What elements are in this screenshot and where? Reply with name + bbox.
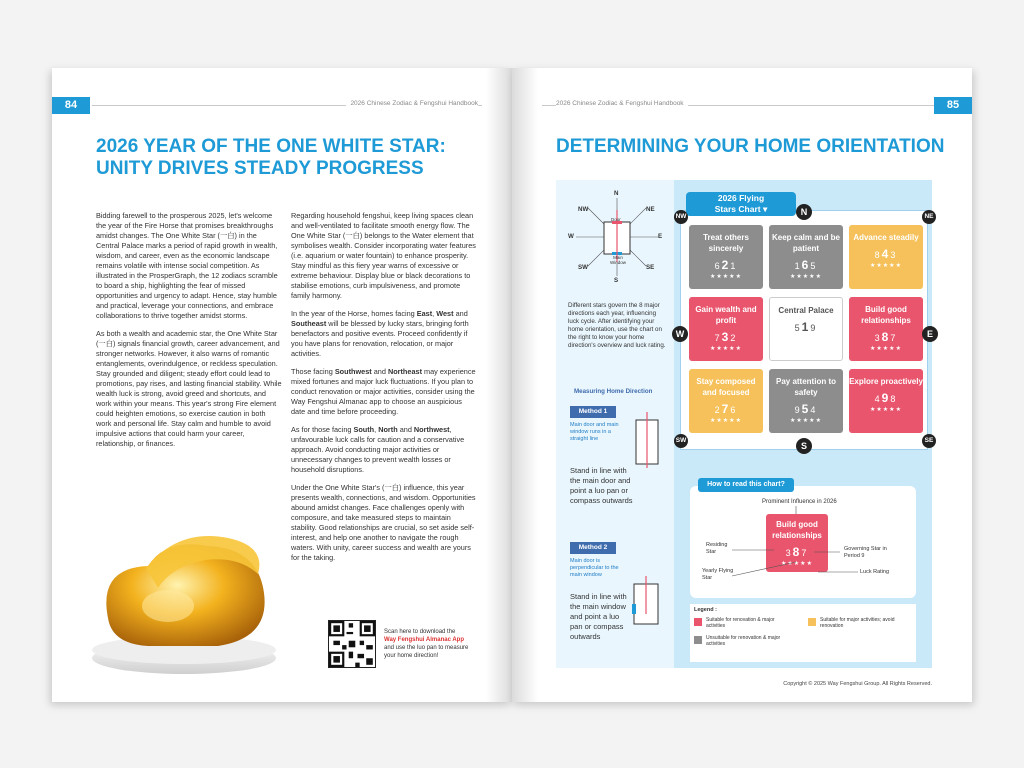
flying-star-cell bbox=[849, 297, 923, 361]
luck-rating-stars: ★★★★★ bbox=[781, 561, 813, 567]
qr-code-icon bbox=[329, 621, 375, 667]
governing-star: 5 bbox=[810, 261, 818, 271]
running-head-left: 2026 Chinese Zodiac & Fengshui Handbook bbox=[346, 100, 478, 107]
cell-numbers bbox=[769, 258, 843, 272]
chart-title-line: Stars Chart ▾ bbox=[714, 204, 768, 214]
scan-app-name[interactable]: Way Fengshui Almanac App bbox=[384, 637, 465, 643]
residing-star: 3 bbox=[874, 333, 882, 343]
cell-luck-stars: ★★★★★ bbox=[790, 274, 822, 280]
gold-ornament-image bbox=[88, 498, 288, 678]
residing-star: 5 bbox=[794, 323, 802, 333]
governing-star: 3 bbox=[890, 250, 898, 260]
cell-numbers bbox=[689, 402, 763, 416]
cell-luck-stars: ★★★★★ bbox=[790, 418, 822, 424]
paragraph bbox=[291, 309, 477, 359]
direction-n-badge: N bbox=[796, 204, 812, 220]
governing-star: 6 bbox=[730, 405, 738, 415]
compass-s-label: S bbox=[614, 277, 619, 284]
legend-red-text: Suitable for renovation & major activities bbox=[706, 617, 775, 629]
direction-e-badge: E bbox=[922, 326, 938, 342]
cell-luck-stars: ★★★★★ bbox=[710, 418, 742, 424]
governing-star: 8 bbox=[890, 394, 898, 404]
legend-red-swatch bbox=[694, 618, 702, 626]
cell-numbers bbox=[769, 402, 843, 416]
residing-star: 1 bbox=[794, 261, 802, 271]
text: Those facing bbox=[291, 367, 335, 376]
direction-sw-badge: SW bbox=[674, 434, 688, 448]
flying-star-cell bbox=[849, 369, 923, 433]
yearly-star: 4 bbox=[881, 247, 891, 261]
direction-nw-badge: NW bbox=[674, 210, 688, 224]
flying-star-cell bbox=[689, 369, 763, 433]
compass-sw-label: SW bbox=[578, 264, 588, 271]
text: South bbox=[353, 425, 375, 434]
residing-star: 4 bbox=[874, 394, 882, 404]
page-number-left: 84 bbox=[52, 97, 90, 114]
flying-star-cell bbox=[689, 225, 763, 289]
cell-numbers bbox=[689, 330, 763, 344]
legend-title: Legend : bbox=[694, 607, 717, 613]
cell-title: Keep calm and be patient bbox=[771, 233, 841, 253]
scan-caption bbox=[384, 628, 474, 660]
text: will be blessed by lucky stars, bringing forth benefactors and positive events. Proceed confidently if you have plans for renovation, relocation, or major activities. bbox=[291, 319, 469, 358]
flying-star-cell bbox=[769, 225, 843, 289]
copyright: Copyright © 2025 Way Fengshui Group. All Rights Reserved. bbox=[783, 681, 932, 687]
luck-rating-label: Luck Rating bbox=[860, 569, 890, 575]
title-line2: UNITY DRIVES STEADY PROGRESS bbox=[96, 158, 424, 179]
page-number-right: 85 bbox=[934, 97, 972, 114]
cell-title: Pay attention to safety bbox=[775, 377, 836, 397]
governing-star: 2 bbox=[730, 333, 738, 343]
compass-door-label: Door bbox=[611, 217, 621, 222]
text: , bbox=[374, 425, 379, 434]
yearly-star: 2 bbox=[721, 258, 731, 272]
text: East bbox=[416, 309, 433, 318]
yearly-star-number: 8 bbox=[792, 545, 802, 559]
page-title-right: DETERMINING YOUR HOME ORIENTATION bbox=[556, 136, 945, 157]
compass-ne-label: NE bbox=[646, 206, 655, 213]
direction-se-badge: SE bbox=[922, 434, 936, 448]
text: and bbox=[371, 367, 388, 376]
compass-e-label: E bbox=[658, 233, 663, 240]
cell-title: Advance steadily bbox=[853, 233, 919, 242]
scan-line: Scan here to download the bbox=[384, 629, 456, 635]
gutter-shadow bbox=[486, 68, 512, 702]
yearly-star: 5 bbox=[801, 402, 811, 416]
paragraph: Under the One White Star's (一白) influence, this year presents wealth, connections, and wisdom. Opportunities abound amidst changes. Face challenges openly with composure, and take measured steps to maintain stability. Good relationships are crucial, so set aside self-interest, and help one another to navigate the rough waters. With unity, career success and wealth are yours for the taking. bbox=[291, 483, 476, 562]
cell-title: Treat others sincerely bbox=[703, 233, 749, 253]
text-column-1 bbox=[96, 211, 282, 457]
residing-star: 2 bbox=[714, 405, 722, 415]
cell-luck-stars: ★★★★★ bbox=[870, 263, 902, 269]
how-to-read-tag: How to read this chart? bbox=[698, 478, 794, 492]
direction-s-badge: S bbox=[796, 438, 812, 454]
compass-nw-label: NW bbox=[578, 206, 589, 213]
chart-title-tag[interactable] bbox=[686, 192, 796, 216]
yearly-star: 9 bbox=[881, 391, 891, 405]
compass-window-label: Main Window bbox=[609, 255, 626, 265]
cell-numbers bbox=[770, 320, 842, 334]
right-page bbox=[512, 68, 972, 702]
method2-text: Stand in line with the main window and point a luo pan or compass outwards bbox=[570, 592, 627, 641]
legend-grey-swatch bbox=[694, 636, 702, 644]
governing-star: 4 bbox=[810, 405, 818, 415]
paragraph: Bidding farewell to the prosperous 2025, let's welcome the year of the Fire Horse that promises breakthroughs amidst changes. The One White Star (一白) in the Central Palace marks a period of rapid growth in wealth, wisdom, and career, even as the economic landscape remains volatile with intense social competition. As illustrated in the ProsperGraph, the 12 zodiacs scramble to board a ship, highlighting the fear of missed opportunities and urgency to adapt. Hence, stay humble and practical, leverage your connections, and embrace collaborations to thrive together amidst storms. bbox=[96, 211, 278, 320]
text: and bbox=[397, 425, 414, 434]
scan-line: and use the luo pan to measure your home direction! bbox=[384, 645, 469, 659]
text: Southwest bbox=[334, 367, 372, 376]
flying-star-cell bbox=[769, 369, 843, 433]
text-column-2 bbox=[291, 211, 477, 571]
direction-ne-badge: NE bbox=[922, 210, 936, 224]
legend-yellow-text: Suitable for major activities; avoid renovation bbox=[820, 617, 895, 629]
paragraph bbox=[291, 425, 477, 475]
residing-star: 8 bbox=[874, 250, 882, 260]
text: , unfavourable luck calls for caution and a conservative approach. Avoid conducting major activities or unnecessary changes to prevent wealth losses or household disruptions. bbox=[291, 425, 465, 474]
residing-star: 9 bbox=[794, 405, 802, 415]
cell-numbers bbox=[689, 258, 763, 272]
gutter-shadow bbox=[512, 68, 538, 702]
governing-star: 7 bbox=[890, 333, 898, 343]
flying-star-cell bbox=[689, 297, 763, 361]
cell-numbers bbox=[849, 391, 923, 405]
governing-star-number: 7 bbox=[801, 548, 809, 558]
cell-luck-stars: ★★★★★ bbox=[870, 346, 902, 352]
flying-star-cell bbox=[849, 225, 923, 289]
cell-title: Build good relationships bbox=[861, 305, 911, 325]
paragraph bbox=[291, 367, 477, 417]
paragraph: As both a wealth and academic star, the One White Star (一白) signals financial growth, career advancement, and stronger networks. However, it also warns of romantic entanglements, overindulgence, or reckless speculation. Stay grounded and diligent; steady effort could lead to promotions, pay rises, and lasting financial stability. While wealth luck is strong, avoid greed and shortcuts, and work within your means. This year's strong Fire element could heighten emotions, so exercise caution in both work and personal life. Stay calm and humble to avoid impulsive actions that could harm your career, relationship, or finances. bbox=[96, 329, 282, 448]
running-head-right: 2026 Chinese Zodiac & Fengshui Handbook bbox=[556, 100, 688, 107]
residing-star: 7 bbox=[714, 333, 722, 343]
method2-caption: Main door is perpendicular to the main window bbox=[570, 558, 619, 578]
direction-w-badge: W bbox=[672, 326, 688, 342]
compass-se-label: SE bbox=[646, 264, 655, 271]
text: and bbox=[453, 309, 468, 318]
method1-diagram bbox=[632, 408, 662, 476]
residing-star-number: 3 bbox=[785, 548, 793, 558]
yearly-star: 7 bbox=[721, 402, 731, 416]
governing-star: 9 bbox=[810, 323, 818, 333]
cell-title: Stay composed and focused bbox=[696, 377, 756, 397]
qr-code[interactable] bbox=[328, 620, 376, 668]
text: As for those facing bbox=[291, 425, 354, 434]
chart-title-line: 2026 Flying bbox=[717, 193, 765, 203]
text: may experience mixed fortunes and major luck fluctuations. If you plan to conduct renovation or major activities, consider using the Way Fengshui Almanac app to choose an auspicious date and time before proceeding. bbox=[291, 367, 476, 416]
cell-title: Central Palace bbox=[778, 306, 834, 315]
yearly-star: 8 bbox=[881, 330, 891, 344]
cell-title: Gain wealth and profit bbox=[695, 305, 757, 325]
governing-star-label: Governing Star in Period 9 bbox=[844, 546, 887, 559]
method1-text: Stand in line with the main door and point a luo pan or compass outwards bbox=[570, 466, 633, 505]
legend-grey-text: Unsuitable for renovation & major activities bbox=[706, 635, 781, 647]
intro-text: Different stars govern the 8 major directions each year, influencing luck cycle. After identifying your home orientation, use the chart on the right to know your home direction's overview and luck rating. bbox=[568, 302, 666, 349]
measuring-label: Measuring Home Direction bbox=[574, 388, 653, 395]
yearly-star: 3 bbox=[721, 330, 731, 344]
legend bbox=[690, 604, 916, 662]
compass-w-label: W bbox=[568, 233, 574, 240]
cell-numbers bbox=[849, 247, 923, 261]
left-page bbox=[52, 68, 512, 702]
cell-numbers bbox=[849, 330, 923, 344]
yearly-star: 6 bbox=[801, 258, 811, 272]
text: West bbox=[436, 309, 454, 318]
cell-luck-stars: ★★★★★ bbox=[870, 407, 902, 413]
text: Northwest bbox=[413, 425, 450, 434]
text: Northeast bbox=[387, 367, 422, 376]
text: Southeast bbox=[291, 319, 327, 328]
flying-star-cell bbox=[769, 297, 843, 361]
method1-caption: Main door and main window runs in a straight line bbox=[570, 422, 619, 442]
method2-diagram bbox=[628, 574, 664, 630]
yearly-star: 1 bbox=[801, 320, 811, 334]
governing-star: 1 bbox=[730, 261, 738, 271]
cell-luck-stars: ★★★★★ bbox=[710, 346, 742, 352]
text: In the year of the Horse, homes facing bbox=[291, 309, 417, 318]
title-line1: 2026 YEAR OF THE ONE WHITE STAR: bbox=[96, 136, 446, 157]
method2-label: Method 2 bbox=[570, 542, 616, 554]
text: , bbox=[432, 309, 437, 318]
legend-yellow-swatch bbox=[808, 618, 816, 626]
paragraph: Regarding household fengshui, keep living spaces clean and well-ventilated to facilitate smooth energy flow. The One White Star (一白) belongs to the Water element that symbolises wealth. Consider incorporating water features (i.e. aquarium or water fountain) to enhance prosperity. Stay mindful as this fiery year warns of excessive or extreme behaviour. Display blue or black decorations to stabilise emotions, curb impulsiveness, and promote family harmony. bbox=[291, 211, 476, 300]
how-top-label: Prominent Influence in 2026 bbox=[762, 499, 837, 505]
page-title-left bbox=[96, 136, 496, 180]
residing-star: 6 bbox=[714, 261, 722, 271]
cell-title: Explore proactively bbox=[849, 377, 923, 386]
yearly-star-label: Yearly Flying Star bbox=[702, 568, 734, 581]
method1-label: Method 1 bbox=[570, 406, 616, 418]
text: North bbox=[378, 425, 398, 434]
cell-luck-stars: ★★★★★ bbox=[710, 274, 742, 280]
residing-star-label: Residing Star bbox=[706, 542, 728, 555]
how-cell-title: Build good relationships bbox=[772, 520, 822, 540]
flying-stars-chart bbox=[680, 210, 928, 450]
compass-n-label: N bbox=[614, 190, 619, 197]
